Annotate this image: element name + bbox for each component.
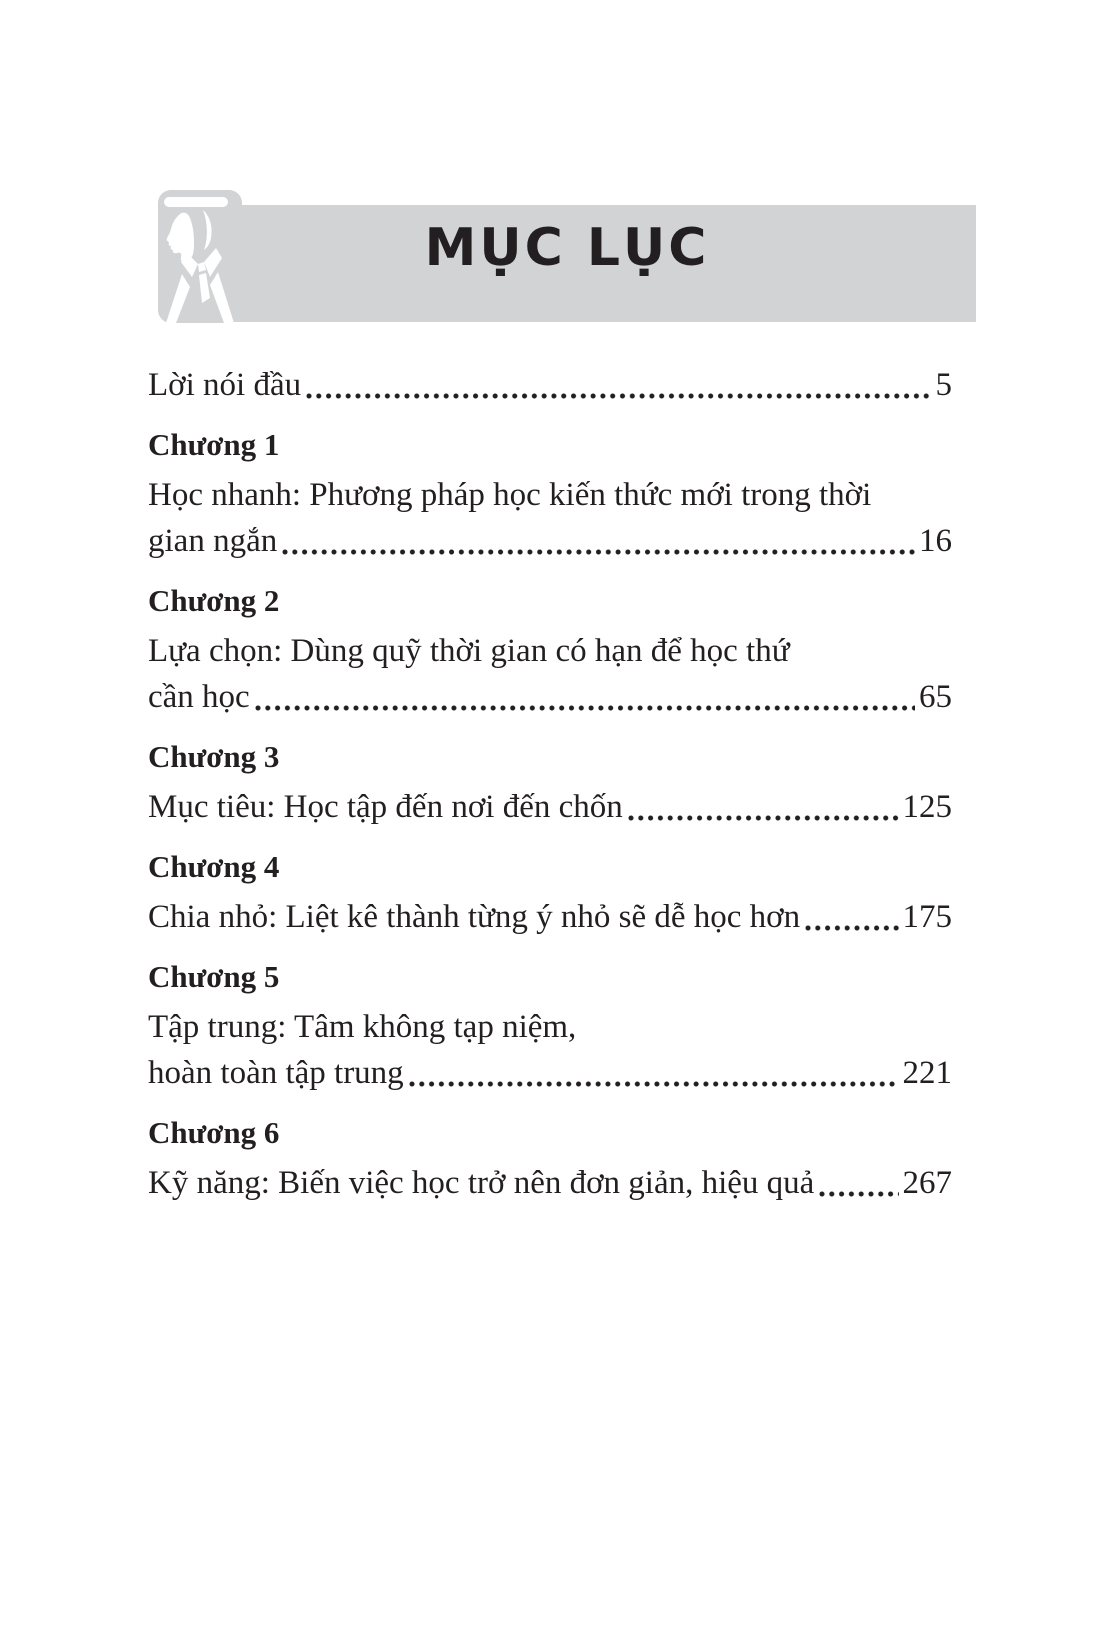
chapter-label: Chương 1 <box>148 427 280 462</box>
toc-entry <box>148 422 952 564</box>
chapter-label: Chương 2 <box>148 583 280 618</box>
page-title: MỤC LỤC <box>424 218 710 278</box>
page-number: 221 <box>902 1055 952 1091</box>
toc-entry-line <box>148 1050 952 1096</box>
dot-leader <box>409 1081 899 1087</box>
entry-title: Kỹ năng: Biến việc học trở nên đơn giản, hiệu quả <box>148 1165 815 1201</box>
toc-entry <box>148 844 952 940</box>
entry-title: Lựa chọn: Dùng quỹ thời gian có hạn để học thứ <box>148 633 790 669</box>
page-number: 175 <box>902 899 952 935</box>
chapter-label: Chương 6 <box>148 1115 280 1150</box>
page-number: 16 <box>919 523 952 559</box>
dot-leader <box>255 705 915 711</box>
entry-title: Học nhanh: Phương pháp học kiến thức mới trong thời <box>148 477 872 513</box>
entry-title: hoàn toàn tập trung <box>148 1055 404 1091</box>
dot-leader <box>805 925 898 931</box>
toc-entry-line <box>148 894 952 940</box>
toc-entry <box>148 578 952 720</box>
entry-title: gian ngắn <box>148 523 278 559</box>
page-number: 125 <box>902 789 952 825</box>
toc-entry-line <box>148 362 952 408</box>
toc-entry <box>148 1110 952 1206</box>
page-number: 65 <box>919 679 952 715</box>
page-header <box>158 190 976 323</box>
chapter-label: Chương 3 <box>148 739 280 774</box>
toc-entry-line <box>148 1160 952 1206</box>
dot-leader <box>628 815 899 821</box>
toc-entry <box>148 954 952 1096</box>
page-number: 267 <box>902 1165 952 1201</box>
toc-entry <box>148 362 952 408</box>
chapter-label: Chương 5 <box>148 959 280 994</box>
table-of-contents <box>148 362 952 1206</box>
entry-title: Chia nhỏ: Liệt kê thành từng ý nhỏ sẽ dễ học hơn <box>148 899 801 935</box>
dot-leader <box>819 1191 898 1197</box>
chapter-label: Chương 4 <box>148 849 280 884</box>
entry-title: Tập trung: Tâm không tạp niệm, <box>148 1009 577 1045</box>
toc-entry-line <box>148 518 952 564</box>
entry-title: Mục tiêu: Học tập đến nơi đến chốn <box>148 789 623 825</box>
dot-leader <box>306 393 931 399</box>
entry-title: cần học <box>148 679 250 715</box>
toc-entry-line <box>148 784 952 830</box>
entry-title: Lời nói đầu <box>148 367 302 403</box>
dot-leader <box>282 549 915 555</box>
page-number: 5 <box>935 367 952 403</box>
toc-entry <box>148 734 952 830</box>
toc-entry-line <box>148 674 952 720</box>
